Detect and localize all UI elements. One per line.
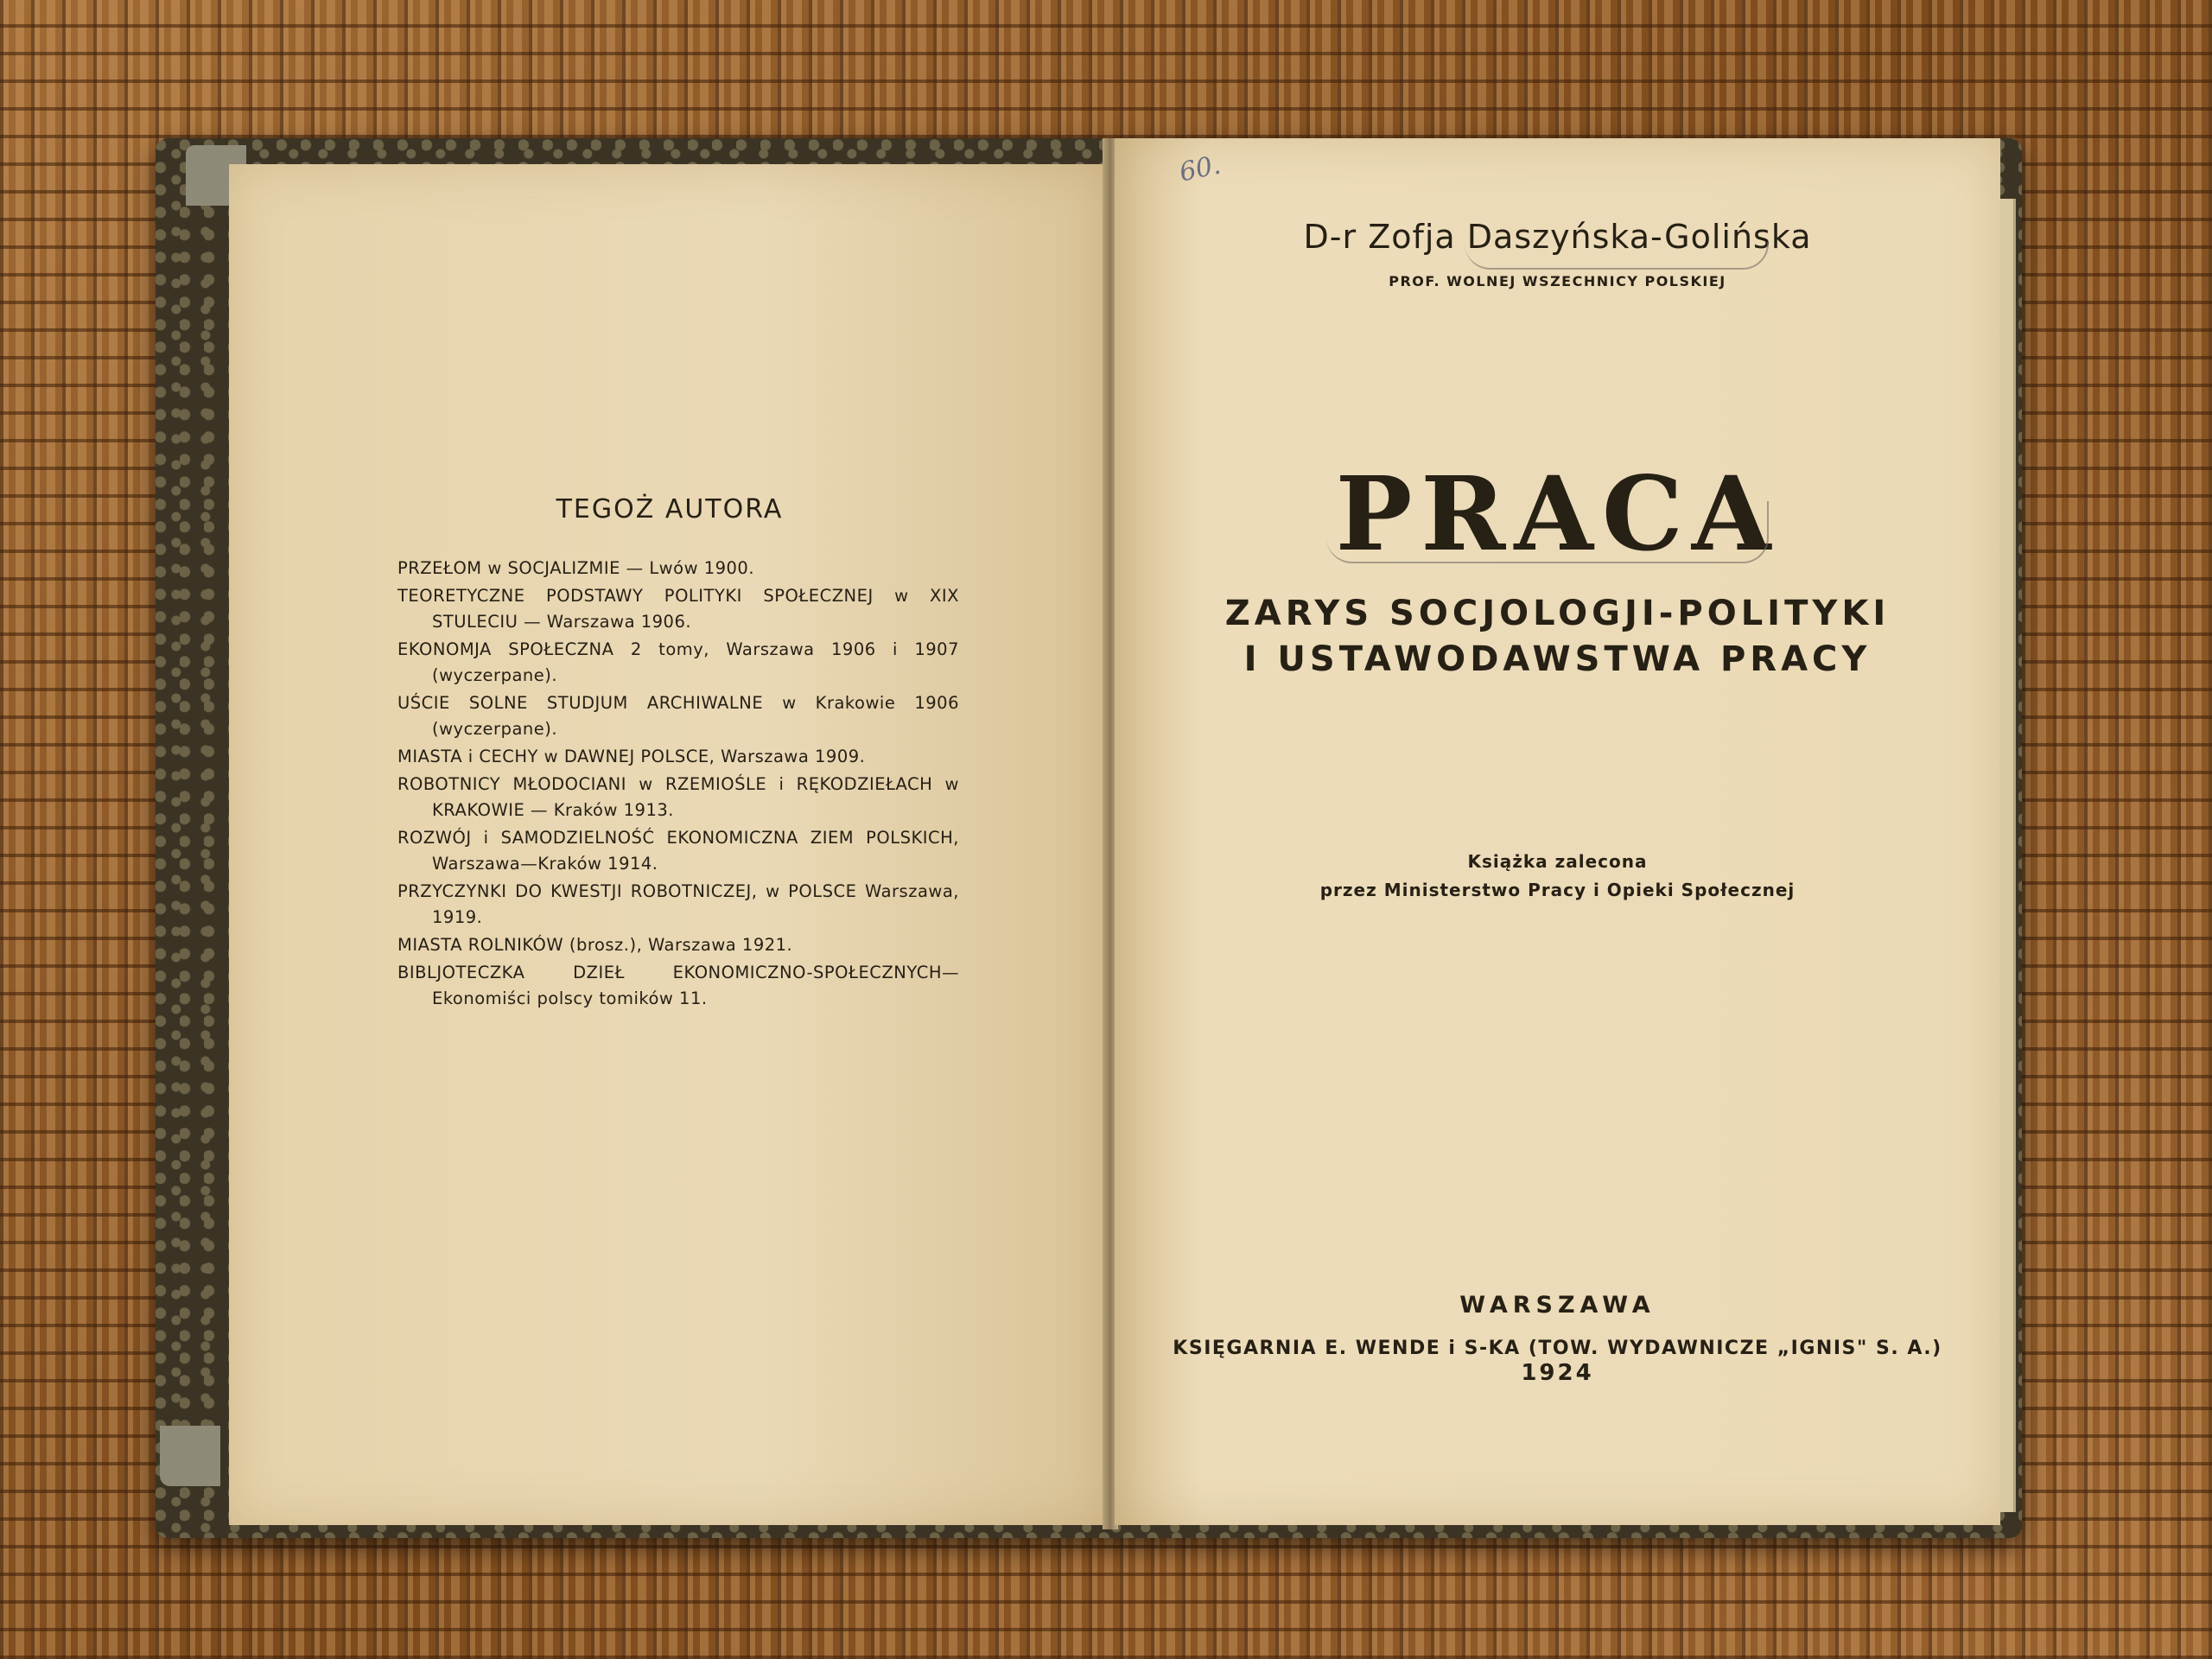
other-works-list <box>397 556 959 1014</box>
list-item: BIBLJOTECZKA DZIEŁ EKONOMICZNO-SPOŁECZNYCH—Ekonomiści polscy tomików 11. <box>397 963 959 1008</box>
list-item: ROBOTNICY MŁODOCIANI w RZEMIOŚLE i RĘKODZIEŁACH w KRAKOWIE — Kraków 1913. <box>397 774 959 820</box>
cover-corner-bottom-left <box>160 1426 220 1486</box>
list-item: MIASTA ROLNIKÓW (brosz.), Warszawa 1921. <box>397 935 793 955</box>
recommendation-line-1: Książka zalecona <box>1467 851 1648 872</box>
publisher: KSIĘGARNIA E. WENDE i S-KA (TOW. WYDAWNICZE „IGNIS" S. A.) <box>1173 1338 1942 1359</box>
book-title: PRACA <box>1335 454 1780 574</box>
list-item: PRZEŁOM w SOCJALIZMIE — Lwów 1900. <box>397 558 755 578</box>
left-page <box>229 164 1110 1525</box>
subtitle-line-1: ZARYS SOCJOLOGJI-POLITYKI <box>1224 594 1891 633</box>
list-item: ROZWÓJ i SAMODZIELNOŚĆ EKONOMICZNA ZIEM POLSKICH, Warszawa—Kraków 1914. <box>397 828 959 874</box>
pencil-underline <box>1465 242 1769 270</box>
pencil-underline <box>1326 501 1769 563</box>
recommendation-line-2: przez Ministerstwo Pracy i Opieki Społecznej <box>1319 880 1796 900</box>
list-item: MIASTA i CECHY w DAWNEJ POLSCE, Warszawa 1909. <box>397 747 866 766</box>
handwritten-note: 60. <box>1176 149 1224 188</box>
list-item: UŚCIE SOLNE STUDJUM ARCHIWALNE w Krakowie 1906 (wyczerpane). <box>397 693 959 739</box>
author-name: D-r Zofja Daszyńska-Golińska <box>1303 218 1812 256</box>
title-page <box>1115 138 2000 1525</box>
subtitle-line-2: I USTAWODAWSTWA PRACY <box>1243 639 1872 679</box>
list-item: PRZYCZYNKI DO KWESTJI ROBOTNICZEJ, w POLSCE Warszawa, 1919. <box>397 881 959 927</box>
publication-year: 1924 <box>1521 1360 1594 1386</box>
author-affiliation: PROF. WOLNEJ WSZECHNICY POLSKIEJ <box>1389 273 1726 289</box>
publication-place: WARSZAWA <box>1459 1292 1656 1319</box>
list-item: EKONOMJA SPOŁECZNA 2 tomy, Warszawa 1906 i 1907 (wyczerpane). <box>397 639 959 685</box>
list-item: TEORETYCZNE PODSTAWY POLITYKI SPOŁECZNEJ w XIX STULECIU — Warszawa 1906. <box>397 586 959 632</box>
other-works-heading: TEGOŻ AUTORA <box>556 494 784 524</box>
